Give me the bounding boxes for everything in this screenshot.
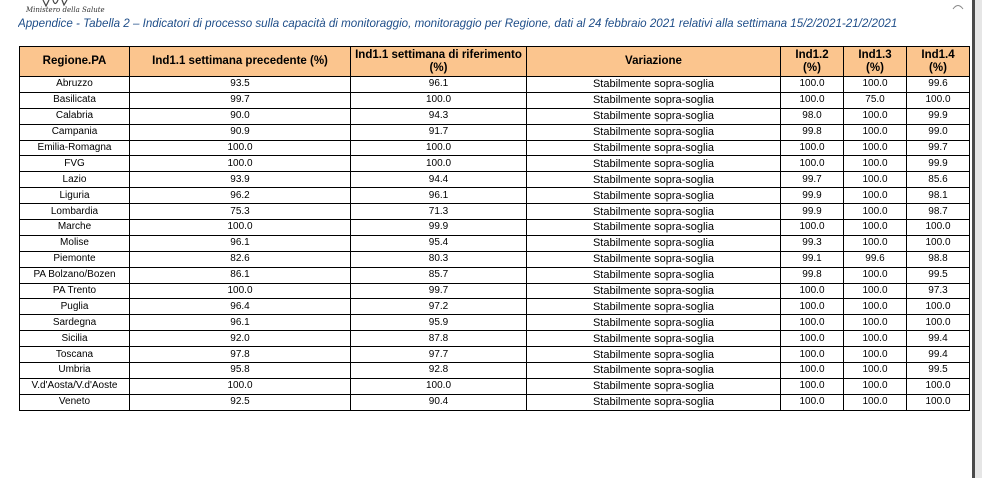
cell-ind11-ref: 100.0 [351, 92, 527, 108]
cell-ind12: 100.0 [781, 315, 844, 331]
table-row [20, 140, 970, 156]
cell-region: Abruzzo [20, 77, 130, 93]
cell-ind13: 99.6 [844, 251, 907, 267]
cell-variation: Stabilmente sopra-soglia [527, 235, 781, 251]
cell-variation: Stabilmente sopra-soglia [527, 251, 781, 267]
cell-region: Toscana [20, 347, 130, 363]
table-header-row [20, 47, 970, 77]
cell-variation: Stabilmente sopra-soglia [527, 92, 781, 108]
cell-region: Campania [20, 124, 130, 140]
table-row [20, 315, 970, 331]
cell-ind11-ref: 80.3 [351, 251, 527, 267]
cell-ind11-prev: 96.2 [130, 188, 351, 204]
cell-ind12: 98.0 [781, 108, 844, 124]
cell-ind11-prev: 92.0 [130, 331, 351, 347]
cell-ind14: 100.0 [907, 315, 970, 331]
cell-ind13: 100.0 [844, 378, 907, 394]
cell-ind14: 97.3 [907, 283, 970, 299]
cell-ind11-ref: 94.3 [351, 108, 527, 124]
cell-ind11-prev: 100.0 [130, 378, 351, 394]
column-header-region: Regione.PA [20, 47, 130, 77]
cell-variation: Stabilmente sopra-soglia [527, 315, 781, 331]
cell-ind13: 100.0 [844, 267, 907, 283]
cell-region: PA Trento [20, 283, 130, 299]
table-row [20, 394, 970, 410]
cell-ind14: 98.8 [907, 251, 970, 267]
cell-ind11-ref: 100.0 [351, 156, 527, 172]
cell-ind11-ref: 94.4 [351, 172, 527, 188]
cell-region: Calabria [20, 108, 130, 124]
cell-ind11-ref: 97.2 [351, 299, 527, 315]
cell-ind13: 100.0 [844, 188, 907, 204]
cell-variation: Stabilmente sopra-soglia [527, 140, 781, 156]
cell-region: Emilia-Romagna [20, 140, 130, 156]
cell-variation: Stabilmente sopra-soglia [527, 347, 781, 363]
cell-region: Sicilia [20, 331, 130, 347]
cell-ind11-ref: 90.4 [351, 394, 527, 410]
cell-ind11-ref: 100.0 [351, 378, 527, 394]
cell-region: Molise [20, 235, 130, 251]
table-caption: Appendice - Tabella 2 – Indicatori di processo sulla capacità di monitoraggio, monitoraggio per Regione, dati al 24 febbraio 2021 relativi alla settimana 15/2/2021-21/2/2021 [18, 17, 898, 30]
cell-variation: Stabilmente sopra-soglia [527, 188, 781, 204]
cell-ind13: 100.0 [844, 108, 907, 124]
cell-ind11-prev: 100.0 [130, 140, 351, 156]
cell-ind11-ref: 95.4 [351, 235, 527, 251]
cell-ind11-prev: 90.0 [130, 108, 351, 124]
cell-ind12: 100.0 [781, 347, 844, 363]
cell-ind12: 100.0 [781, 378, 844, 394]
cell-ind13: 100.0 [844, 394, 907, 410]
cell-ind14: 85.6 [907, 172, 970, 188]
cell-ind12: 100.0 [781, 283, 844, 299]
cell-variation: Stabilmente sopra-soglia [527, 108, 781, 124]
table-row [20, 235, 970, 251]
viewer-background [975, 0, 982, 478]
cell-ind14: 99.9 [907, 156, 970, 172]
corner-emblem-icon [952, 2, 964, 10]
column-header-ind11-ref: Ind1.1 settimana di riferimento (%) [351, 47, 527, 77]
cell-ind13: 100.0 [844, 220, 907, 236]
cell-ind12: 100.0 [781, 92, 844, 108]
cell-ind11-prev: 96.1 [130, 235, 351, 251]
cell-ind12: 100.0 [781, 363, 844, 379]
cell-ind13: 100.0 [844, 363, 907, 379]
cell-ind11-ref: 85.7 [351, 267, 527, 283]
cell-variation: Stabilmente sopra-soglia [527, 156, 781, 172]
cell-ind14: 100.0 [907, 378, 970, 394]
cell-ind11-prev: 90.9 [130, 124, 351, 140]
cell-ind14: 100.0 [907, 220, 970, 236]
table-row [20, 124, 970, 140]
cell-ind12: 100.0 [781, 220, 844, 236]
table-row [20, 172, 970, 188]
cell-ind12: 99.9 [781, 188, 844, 204]
cell-region: PA Bolzano/Bozen [20, 267, 130, 283]
cell-ind14: 98.1 [907, 188, 970, 204]
cell-ind12: 99.8 [781, 124, 844, 140]
cell-ind11-prev: 96.1 [130, 315, 351, 331]
cell-ind11-prev: 93.9 [130, 172, 351, 188]
cell-ind12: 100.0 [781, 77, 844, 93]
table-row [20, 188, 970, 204]
cell-ind12: 99.3 [781, 235, 844, 251]
cell-ind12: 100.0 [781, 394, 844, 410]
cell-variation: Stabilmente sopra-soglia [527, 204, 781, 220]
cell-region: Umbria [20, 363, 130, 379]
cell-variation: Stabilmente sopra-soglia [527, 172, 781, 188]
cell-ind14: 100.0 [907, 92, 970, 108]
cell-variation: Stabilmente sopra-soglia [527, 124, 781, 140]
table-row [20, 347, 970, 363]
cell-ind11-ref: 100.0 [351, 140, 527, 156]
cell-variation: Stabilmente sopra-soglia [527, 394, 781, 410]
table-row [20, 251, 970, 267]
cell-variation: Stabilmente sopra-soglia [527, 267, 781, 283]
table-row [20, 156, 970, 172]
cell-ind11-prev: 97.8 [130, 347, 351, 363]
cell-ind11-prev: 99.7 [130, 92, 351, 108]
table-row [20, 283, 970, 299]
table-row [20, 220, 970, 236]
cell-variation: Stabilmente sopra-soglia [527, 331, 781, 347]
cell-region: Lazio [20, 172, 130, 188]
cell-ind11-prev: 100.0 [130, 220, 351, 236]
indicator-table [19, 46, 970, 411]
table-row [20, 77, 970, 93]
cell-ind13: 100.0 [844, 315, 907, 331]
cell-region: Lombardia [20, 204, 130, 220]
cell-ind11-ref: 92.8 [351, 363, 527, 379]
table-row [20, 108, 970, 124]
cell-ind11-ref: 96.1 [351, 188, 527, 204]
table-row [20, 378, 970, 394]
cell-ind11-prev: 100.0 [130, 156, 351, 172]
cell-ind14: 99.0 [907, 124, 970, 140]
table-row [20, 92, 970, 108]
table-body [20, 77, 970, 411]
cell-ind14: 99.5 [907, 363, 970, 379]
column-header-ind13: Ind1.3 (%) [844, 47, 907, 77]
cell-ind11-ref: 99.7 [351, 283, 527, 299]
cell-ind11-ref: 87.8 [351, 331, 527, 347]
cell-ind11-ref: 96.1 [351, 77, 527, 93]
cell-ind13: 100.0 [844, 299, 907, 315]
table-row [20, 204, 970, 220]
cell-ind14: 100.0 [907, 235, 970, 251]
cell-ind14: 99.7 [907, 140, 970, 156]
cell-ind12: 99.1 [781, 251, 844, 267]
column-header-ind12: Ind1.2 (%) [781, 47, 844, 77]
column-header-ind14: Ind1.4 (%) [907, 47, 970, 77]
cell-ind13: 100.0 [844, 331, 907, 347]
cell-ind14: 99.5 [907, 267, 970, 283]
cell-ind14: 99.6 [907, 77, 970, 93]
cell-ind12: 100.0 [781, 299, 844, 315]
cell-ind14: 100.0 [907, 394, 970, 410]
cell-ind11-ref: 71.3 [351, 204, 527, 220]
cell-variation: Stabilmente sopra-soglia [527, 283, 781, 299]
ministry-label: Ministero della Salute [26, 6, 105, 14]
cell-region: V.d'Aosta/V.d'Aoste [20, 378, 130, 394]
cell-ind13: 100.0 [844, 235, 907, 251]
column-header-variation: Variazione [527, 47, 781, 77]
table-row [20, 267, 970, 283]
cell-ind11-prev: 96.4 [130, 299, 351, 315]
cell-ind14: 98.7 [907, 204, 970, 220]
cell-ind12: 100.0 [781, 156, 844, 172]
cell-region: Liguria [20, 188, 130, 204]
cell-ind13: 100.0 [844, 283, 907, 299]
cell-ind13: 100.0 [844, 140, 907, 156]
cell-ind14: 99.9 [907, 108, 970, 124]
cell-ind11-prev: 86.1 [130, 267, 351, 283]
cell-region: FVG [20, 156, 130, 172]
cell-ind11-prev: 93.5 [130, 77, 351, 93]
table-row [20, 299, 970, 315]
cell-ind11-ref: 99.9 [351, 220, 527, 236]
cell-region: Piemonte [20, 251, 130, 267]
cell-ind11-ref: 95.9 [351, 315, 527, 331]
table-row [20, 331, 970, 347]
cell-region: Sardegna [20, 315, 130, 331]
cell-ind13: 100.0 [844, 156, 907, 172]
cell-ind12: 99.9 [781, 204, 844, 220]
cell-ind13: 100.0 [844, 77, 907, 93]
cell-ind12: 99.8 [781, 267, 844, 283]
cell-variation: Stabilmente sopra-soglia [527, 220, 781, 236]
cell-ind11-prev: 82.6 [130, 251, 351, 267]
cell-ind12: 99.7 [781, 172, 844, 188]
cell-region: Basilicata [20, 92, 130, 108]
cell-ind11-prev: 75.3 [130, 204, 351, 220]
cell-ind14: 99.4 [907, 331, 970, 347]
cell-variation: Stabilmente sopra-soglia [527, 363, 781, 379]
cell-region: Veneto [20, 394, 130, 410]
cell-ind13: 100.0 [844, 204, 907, 220]
cell-ind11-prev: 95.8 [130, 363, 351, 379]
column-header-ind11-prev: Ind1.1 settimana precedente (%) [130, 47, 351, 77]
cell-ind13: 100.0 [844, 347, 907, 363]
table-row [20, 363, 970, 379]
cell-variation: Stabilmente sopra-soglia [527, 378, 781, 394]
cell-region: Puglia [20, 299, 130, 315]
cell-ind12: 100.0 [781, 331, 844, 347]
cell-variation: Stabilmente sopra-soglia [527, 77, 781, 93]
cell-ind11-prev: 92.5 [130, 394, 351, 410]
cell-ind14: 99.4 [907, 347, 970, 363]
cell-ind11-ref: 91.7 [351, 124, 527, 140]
cell-ind11-prev: 100.0 [130, 283, 351, 299]
cell-ind11-ref: 97.7 [351, 347, 527, 363]
cell-region: Marche [20, 220, 130, 236]
cell-ind14: 100.0 [907, 299, 970, 315]
cell-ind13: 100.0 [844, 172, 907, 188]
cell-variation: Stabilmente sopra-soglia [527, 299, 781, 315]
cell-ind13: 75.0 [844, 92, 907, 108]
cell-ind12: 100.0 [781, 140, 844, 156]
cell-ind13: 100.0 [844, 124, 907, 140]
